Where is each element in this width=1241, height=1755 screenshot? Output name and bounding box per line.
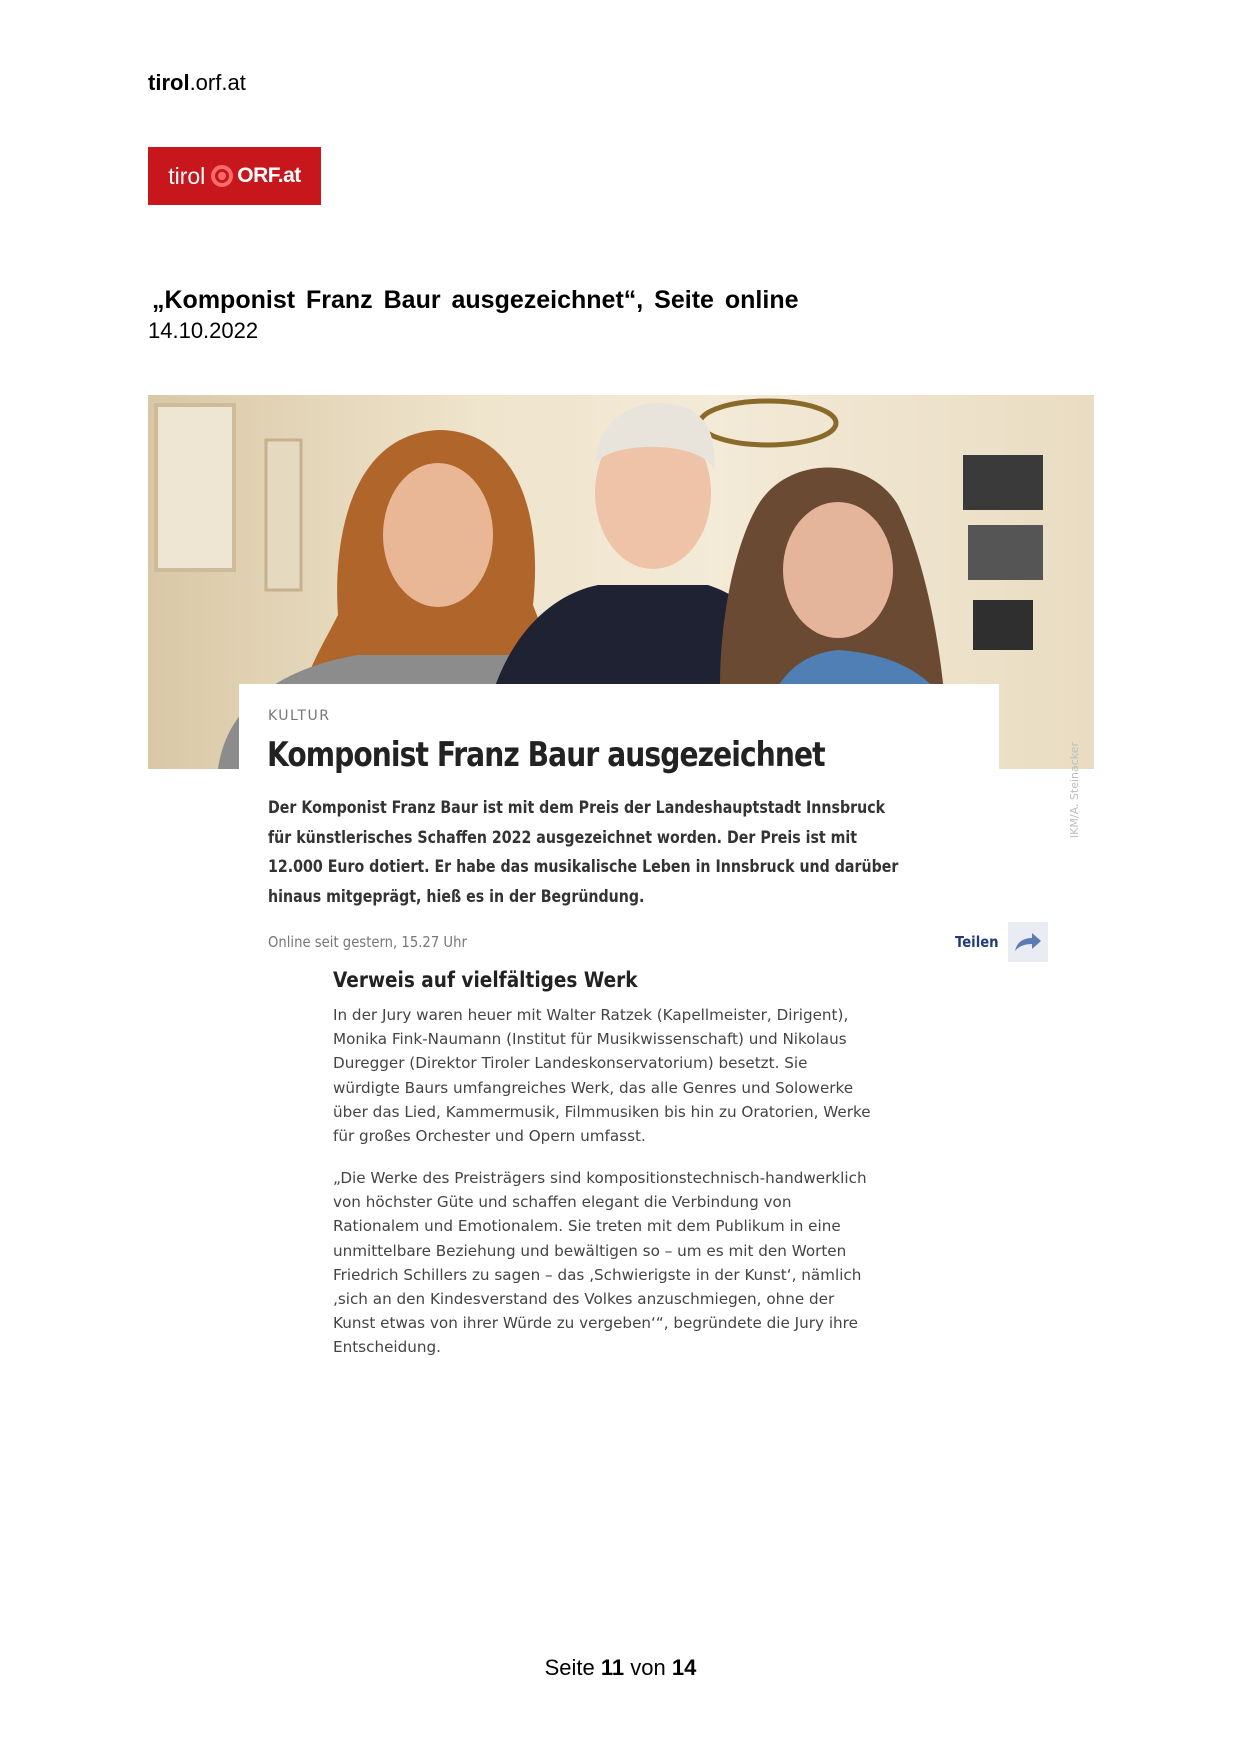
paragraph-line: Entscheidung. (333, 1338, 441, 1357)
article-category[interactable]: KULTUR (268, 708, 331, 724)
article-subheading: Verweis auf vielfältiges Werk (333, 968, 638, 992)
paragraph-line: „Die Werke des Preisträgers sind kompositionstechnisch-handwerklich (333, 1169, 867, 1187)
article-headline: Komponist Franz Baur ausgezeichnet (267, 735, 825, 775)
orf-eye-icon (211, 165, 233, 187)
paragraph-line: Duregger (Direktor Tiroler Landeskonservatorium) besetzt. Sie (333, 1054, 808, 1073)
wall-photo-1 (963, 455, 1043, 510)
article-lead: Der Komponist Franz Baur ist mit dem Preis der Landeshauptstadt Innsbruck für künstlerisches Schaffen 2022 ausgezeichnet worden. Der Preis ist mit 12.000 Euro dotiert. Er habe das musikalische Leben in Innsbruck und darüber hinaus mitgeprägt, hieß es in der Begründung. (268, 798, 899, 906)
wall-frame-left (156, 405, 234, 570)
orf-logo (148, 147, 321, 205)
paragraph-line: ‚sich an den Kindesverstand des Volkes anzuschmiegen, ohne der (333, 1290, 835, 1309)
chandelier (700, 401, 836, 445)
page-footer (0, 1655, 1241, 1681)
share-arrow-icon[interactable] (1008, 922, 1048, 962)
logo-word-tirol: tirol (168, 162, 206, 189)
footer-middle: von (630, 1655, 666, 1680)
paragraph-line: Friedrich Schillers zu sagen – das ‚Schwierigste in der Kunst‘, nämlich (333, 1265, 862, 1284)
source-bold: tirol (148, 70, 190, 95)
paragraph-line: Rationalem und Emotionalem. Sie treten mit dem Publikum in eine (333, 1217, 841, 1236)
left-person-face (383, 463, 493, 607)
wall-photo-3 (973, 600, 1033, 650)
paragraph-line: unmittelbare Beziehung und bewältigen so – um es mit den Worten (333, 1241, 847, 1260)
paragraph-line: Monika Fink-Naumann (Institut für Musikwissenschaft) und Nikolaus (333, 1030, 847, 1049)
share-label[interactable]: Teilen (954, 933, 999, 951)
paragraph-line: In der Jury waren heuer mit Walter Ratzek (Kapellmeister, Dirigent), (333, 1006, 849, 1024)
share-button[interactable] (952, 922, 1048, 962)
document-title: „Komponist Franz Baur ausgezeichnet“, Seite online (152, 286, 799, 314)
document-date: 14.10.2022 (148, 318, 259, 343)
wall-frame-2 (266, 440, 301, 590)
source-line (148, 70, 246, 96)
photo-credit: IKM/A. Steinacker (1068, 741, 1081, 839)
article-paragraph-2 (333, 1166, 923, 1360)
article-paragraph-1 (333, 1003, 923, 1148)
logo-word-orf: ORF.at (237, 164, 301, 187)
right-person-face (783, 502, 893, 638)
paragraph-line: für großes Orchester und Opern umfasst. (333, 1127, 646, 1146)
paragraph-line: würdigte Baurs umfangreiches Werk, das alle Genres und Solowerke (333, 1078, 854, 1097)
article-timestamp: Online seit gestern, 15.27 Uhr (268, 933, 467, 951)
paragraph-line: über das Lied, Kammermusik, Filmmusiken bis hin zu Oratorien, Werke (333, 1102, 871, 1121)
paragraph-line: von höchster Güte und schaffen elegant die Verbindung von (333, 1193, 792, 1212)
paragraph-line: Kunst etwas von ihrer Würde zu vergeben‘“, begründete die Jury ihre (333, 1314, 858, 1333)
footer-page-total: 14 (671, 1655, 697, 1680)
wall-photo-2 (968, 525, 1043, 580)
footer-page-number: 11 (600, 1655, 625, 1680)
footer-prefix: Seite (544, 1655, 595, 1680)
source-rest: .orf.at (189, 70, 246, 95)
